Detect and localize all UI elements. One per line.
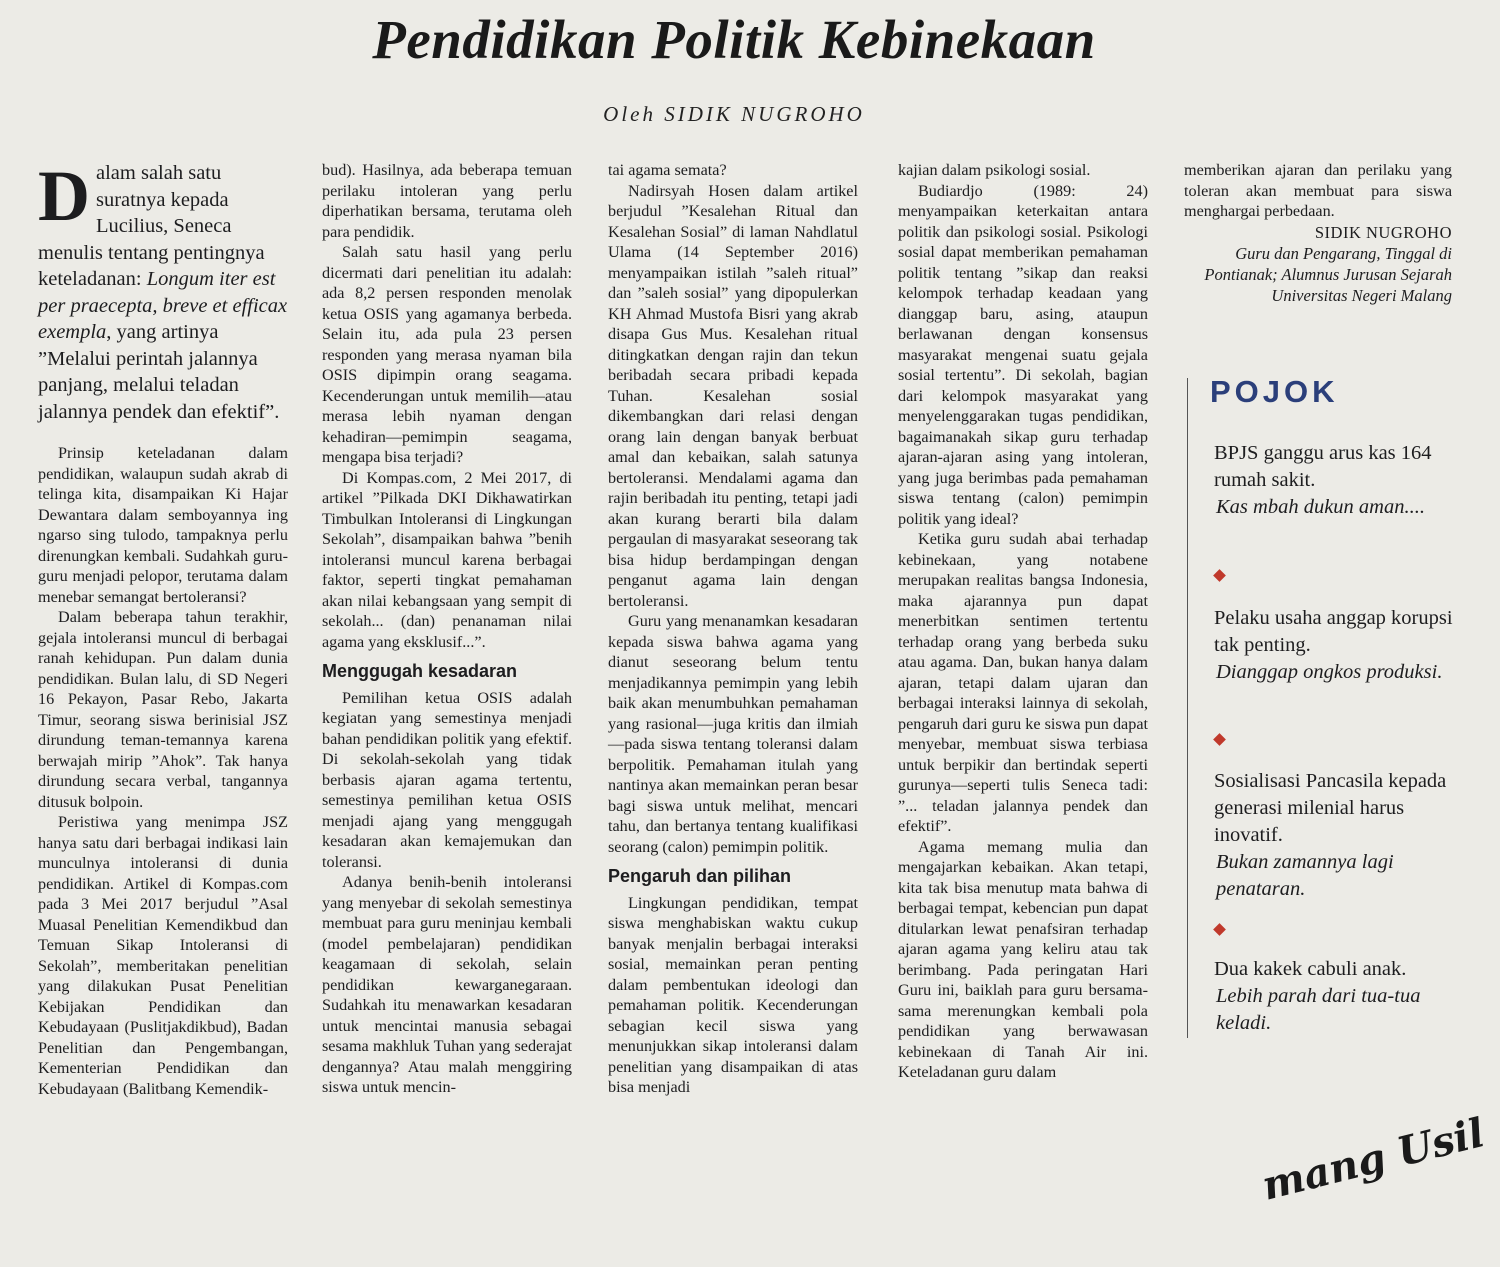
column-2 [322,160,572,1098]
column-3 [608,160,858,1098]
paragraph: Di Kompas.com, 2 Mei 2017, di artikel ”Pilkada DKI Dikhawatirkan Timbulkan Intoleransi di Lingkungan Sekolah”, disampaikan bahwa ”benih intoleransi muncul karena berbagai faktor, seperti tingkat pemahaman akan nilai kebangsaan yang sempit di sekolah... (dan) penanaman nilai agama yang eksklusif...”. [322,468,572,651]
pojok-item [1214,440,1464,521]
diamond-bullet-icon [1213,923,1226,936]
paragraph: memberikan ajaran dan perilaku yang toleran akan membuat para siswa menghargai perbedaan. [1184,161,1452,220]
paragraph: Adanya benih-benih intoleransi yang menyebar di sekolah semestinya membuat para guru meninjau kembali (model pembelajaran) pendidikan keagamaan di sekolah, selain pendidikan kewarganegaraan. Sudahkah itu menawarkan kesadaran untuk mencintai manusia sebagai sesama makhluk Tuhan yang sederajat dengannya? Atau malah menggiring siswa untuk mencin- [322,873,572,1096]
pojok-retort: Kas mbah dukun aman.... [1216,496,1425,518]
headline: Pendidikan Politik Kebinekaan [372,9,1096,70]
mang-usil-signature-icon [1255,1109,1490,1210]
paragraph: Guru yang menanamkan kesadaran kepada siswa bahwa agama yang dianut seseorang belum tentu menjadikannya pemimpin yang lebih baik akan menumbuhkan pemahaman yang rasional—juga kritis dan ilmiah—pada siswa tentang toleransi dalam berpolitik. Pemahaman itulah yang nantinya akan memainkan peran besar bagi siswa untuk melihat, mencari tahu, dan bertanya tentang kualifikasi seorang (calon) pemimpin politik. [608,612,858,856]
paragraph: kajian dalam psikologi sosial. [898,161,1091,179]
author-bio: Guru dan Pengarang, Tinggal di Pontianak; Alumnus Jurusan Sejarah Universitas Negeri Malang [1204,243,1452,305]
diamond-bullet-icon [1213,569,1226,582]
paragraph: bud). Hasilnya, ada beberapa temuan perilaku intoleran yang perlu diperhatikan bersama, terutama oleh para pendidik. [322,161,572,241]
latin-quote: Longum iter est per praecepta, breve et efficax exempla [38,268,288,343]
pojok-retort: Dianggap ongkos produksi. [1216,661,1443,683]
pojok-retort: Lebih parah dari tua-tua keladi. [1216,985,1421,1034]
paragraph: Prinsip keteladanan dalam pendidikan, walaupun sudah akrab di telinga kita, disampaikan Ki Hajar Dewantara dalam semboyannya ing ngarso sing tulodo, tampaknya perlu direnungkan kembali. Sudahkah guru-guru menjadi pelopor, terutama dalam menebar semangat bertoleransi? [38,444,288,606]
paragraph: Budiardjo (1989: 24) menyampaikan keterkaitan antara politik dan psikologi sosial. Psikologi sosial dapat memberikan pemahaman politik tentang ”sikap dan reaksi kelompok terhadap keadaan yang dianggap baru, asing, ataupun berlawanan dengan konsensus masyarakat mengenai suatu gejala sosial tertentu”. Di sekolah, bagian dari kelompok masyarakat yang menyelenggarakan tugas pendidikan, bagaimanakah sikap guru terhadap ajaran-ajaran asing yang intoleran, yang juga berimbas pada pemahaman siswa tentang (calon) pemimpin politik yang ideal? [898,181,1148,528]
column-5 [1184,160,1452,306]
pojok-item [1214,605,1464,686]
lede-paragraph: Dalam salah satu suratnya kepada Lucilius, Seneca menulis tentang pentingnya keteladanan: Longum iter est per praecepta, breve et efficax exempla, yang artinya ”Melalui perintah jalannya panjang, melalui teladan jalannya pendek dan efektif”. [38,156,288,423]
paragraph: Dalam beberapa tahun terakhir, gejala intoleransi muncul di berbagai ranah kehidupan. Pun dalam dunia pendidikan. Bulan lalu, di SD Negeri 16 Pekayon, Pasar Rebo, Jakarta Timur, seorang siswa berinisial JSZ dirundung teman-temannya karena berwajah mirip ”Ahok”. Tak hanya dirundung secara verbal, tangannya ditusuk bolpoin. [38,608,288,811]
pojok-item [1214,956,1464,1037]
pojok-box [1187,374,1468,1038]
paragraph: Salah satu hasil yang perlu dicermati dari penelitian itu adalah: ada 8,2 persen responden menolak ketua OSIS yang agamanya berbeda. Selain itu, ada pula 23 persen responden yang merasa nyaman bila OSIS dipimpin orang seagama. Kecenderungan untuk memilih—atau merasa lebih nyaman dengan kehadiran—pemimpin seagama, mengapa bisa terjadi? [322,243,572,466]
paragraph: Nadirsyah Hosen dalam artikel berjudul ”Kesalehan Ritual dan Kesalehan Sosial” di laman Nahdlatul Ulama (14 September 2016) menyampaikan istilah ”saleh ritual” dan ”saleh sosial” yang dipopulerkan KH Ahmad Mustofa Bisri yang akrab disapa Gus Mus. Kesalehan ritual ditingkatkan dengan rajin dan tekun beribadah secara pribadi kepada Tuhan. Kesalehan sosial dikembangkan dari relasi dengan orang lain dengan banyak berbuat amal dan kebaikan, salah satunya bertoleransi. Mendalami agama dan rajin beribadah itu penting, tetapi jadi akan kurang berarti bila dalam pergaulan di masyarakat seseorang tak bisa hidup berdampingan dengan penganut agama lain dengan bertoleransi. [608,181,858,610]
byline: Oleh SIDIK NUGROHO [603,102,865,126]
pojok-statement: BPJS ganggu arus kas 164 rumah sakit. [1214,442,1432,491]
column-4 [898,160,1148,1083]
subheading: Menggugah kesadaran [322,661,518,681]
pojok-statement: Dua kakek cabuli anak. [1214,958,1407,980]
author-name: SIDIK NUGROHO [1314,222,1452,242]
signature-text: mang Usil [1257,1109,1490,1210]
author-signature [1184,222,1452,306]
drop-cap: D [38,156,90,236]
paragraph: Lingkungan pendidikan, tempat siswa menghabiskan waktu cukup banyak menjalin berbagai interaksi sosial, memainkan peran penting dalam pembentukan ideologi dan pemahaman politik. Kecenderungan sebagian kecil siswa yang menunjukkan sikap intoleransi dalam penelitian yang disampaikan di atas bisa menjadi [608,893,858,1096]
paragraph: Peristiwa yang menimpa JSZ hanya satu dari berbagai indikasi lain munculnya intoleransi di dunia pendidikan. Artikel di Kompas.com pada 3 Mei 2017 berjudul ”Asal Muasal Penelitian Kemendikbud dan Temuan Sikap Intoleransi di Sekolah”, memberitakan penelitian yang dilakukan Pusat Penelitian Kebijakan Pendidikan dan Kebudayaan (Puslitjakdikbud), Badan Penelitian dan Pengembangan, Kementerian Pendidikan dan Kebudayaan (Balitbang Kemendik- [38,813,288,1098]
subheading: Pengaruh dan pilihan [608,866,792,886]
paragraph: tai agama semata? [608,161,727,179]
paragraph: Pemilihan ketua OSIS adalah kegiatan yang semestinya menjadi bahan pendidikan politik yang efektif. Di sekolah-sekolah yang tidak berbasis ajaran agama tertentu, semestinya pemilihan ketua OSIS menjadi ajang yang menggugah kesadaran akan kemajemukan dan toleransi. [322,688,572,871]
paragraph: Ketika guru sudah abai terhadap kebinekaan, yang notabene merupakan realitas bangsa Indonesia, maka ajarannya pun dapat menerbitkan sentimen tertentu terhadap orang yang berbeda suku atau agama. Dan, bukan hanya dalam ajaran, tetapi dalam ujaran dan berbagai interaksi lainnya di sekolah, pengaruh dari guru ke siswa pun dapat menyebar, membuat siswa terbiasa untuk berpikir dan bertindak seperti gurunya—seperti tulis Seneca tadi: ”... teladan jalannya pendek dan efektif”. [898,530,1148,835]
pojok-title: POJOK [1210,374,1339,409]
pojok-retort: Bukan zamannya lagi penataran. [1216,851,1394,900]
pojok-item [1214,768,1464,903]
column-1 [38,156,288,1099]
diamond-bullet-icon [1213,733,1226,746]
pojok-statement: Sosialisasi Pancasila kepada generasi milenial harus inovatif. [1214,770,1447,846]
paragraph: Agama memang mulia dan mengajarkan kebaikan. Akan tetapi, kita tak bisa menutup mata bahwa di berbagai tempat, kebencian pun dapat ditularkan lewat penafsiran terhadap ajaran agama yang keliru atau tak berimbang. Pada peringatan Hari Guru ini, baiklah para guru bersama-sama merenungkan kembali pola pendidikan yang berwawasan kebinekaan di Tanah Air ini. Keteladanan guru dalam [898,837,1148,1081]
pojok-statement: Pelaku usaha anggap korupsi tak penting. [1214,607,1453,656]
